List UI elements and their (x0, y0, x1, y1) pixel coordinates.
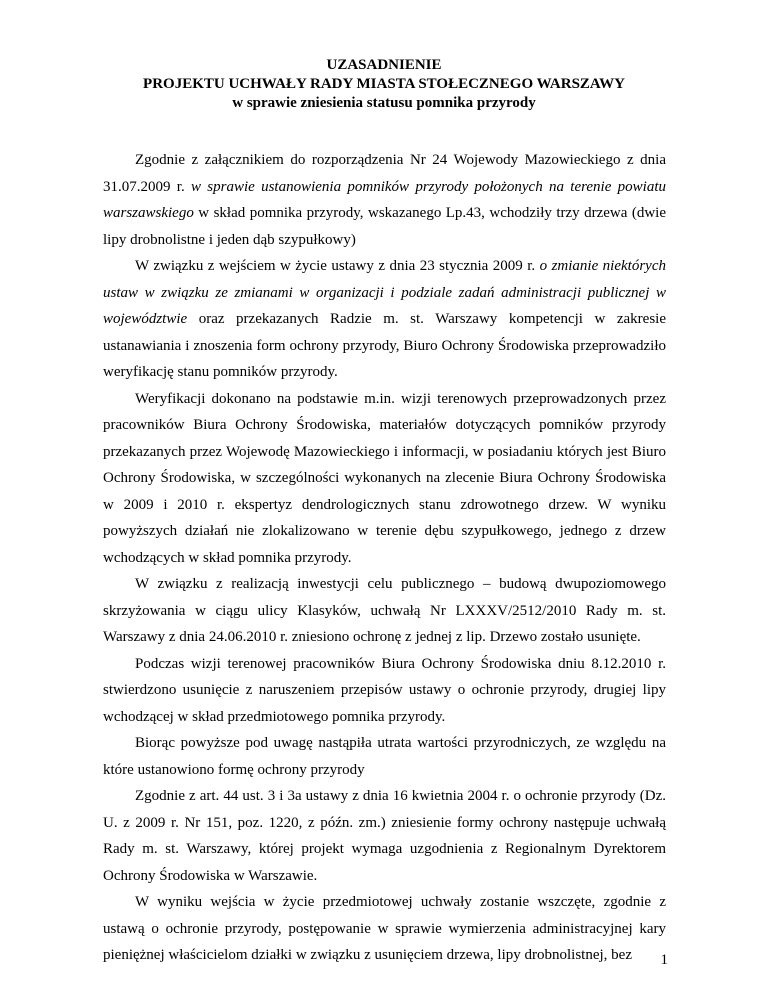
page-number: 1 (660, 952, 668, 968)
paragraph: Biorąc powyższe pod uwagę nastąpiła utrata wartości przyrodniczych, ze względu na które ustanowiono formę ochrony przyrody (103, 735, 666, 778)
paragraph: W wyniku wejścia w życie przedmiotowej uchwały zostanie wszczęte, zgodnie z ustawą o ochronie przyrody, postępowanie w sprawie wymierzenia administracyjnej kary pieniężnej właścicielom działki w związku z usunięciem drzewa, lipy drobnolistnej, bez (103, 894, 666, 963)
paragraph: W związku z wejściem w życie ustawy z dnia 23 stycznia 2009 r. o zmianie niektórych ustaw w związku ze zmianami w organizacji i podziale zadań administracji publicznej w województwie oraz przekazanych Radzie m. st. Warszawy kompetencji w zakresie ustanawiania i znoszenia form ochrony przyrody, Biuro Ochrony Środowiska przeprowadziło weryfikację stanu pomników przyrody. (103, 258, 666, 380)
paragraph: W związku z realizacją inwestycji celu publicznego – budową dwupoziomowego skrzyżowania w ciągu ulicy Klasyków, uchwałą Nr LXXXV/2512/2010 Rady m. st. Warszawy z dnia 24.06.2010 r. zniesiono ochronę z jednej z lip. Drzewo zostało usunięte. (103, 576, 666, 645)
document-subtitle: PROJEKTU UCHWAŁY RADY MIASTA STOŁECZNEGO WARSZAWY (143, 76, 625, 92)
document-subject: w sprawie zniesienia statusu pomnika przyrody (232, 95, 536, 111)
paragraph: Podczas wizji terenowej pracowników Biura Ochrony Środowiska dniu 8.12.2010 r. stwierdzono usunięcie z naruszeniem przepisów ustawy o ochronie przyrody, drugiej lipy wchodzącej w skład przedmiotowego pomnika przyrody. (103, 655, 666, 725)
paragraph: Weryfikacji dokonano na podstawie m.in. wizji terenowych przeprowadzonych przez pracowników Biura Ochrony Środowiska, materiałów dotyczących pomników przyrody przekazanych przez Wojewodę Mazowieckiego i informacji, w posiadaniu których jest Biuro Ochrony Środowiska, w szczególności wykonanych na zlecenie Biura Ochrony Środowiska w 2009 i 2010 r. ekspertyz dendrologicznych stanu zdrowotnego drzew. W wyniku powyższych działań nie zlokalizowano w terenie dębu szypułkowego, jednego z drzew wchodzących w skład pomnika przyrody. (103, 390, 666, 566)
document-title: UZASADNIENIE (326, 57, 442, 73)
document-body (103, 147, 666, 969)
paragraph: Zgodnie z art. 44 ust. 3 i 3a ustawy z dnia 16 kwietnia 2004 r. o ochronie przyrody (Dz. U. z 2009 r. Nr 151, poz. 1220, z późn. zm.) zniesienie formy ochrony następuje uchwałą Rady m. st. Warszawy, której projekt wymaga uzgodnienia z Regionalnym Dyrektorem Ochrony Środowiska w Warszawie. (103, 788, 666, 884)
paragraph: Zgodnie z załącznikiem do rozporządzenia Nr 24 Wojewody Mazowieckiego z dnia 31.07.2009 r. w sprawie ustanowienia pomników przyrody położonych na terenie powiatu warszawskiego w skład pomnika przyrody, wskazanego Lp.43, wchodziły trzy drzewa (dwie lipy drobnolistne i jeden dąb szypułkowy) (103, 152, 666, 248)
